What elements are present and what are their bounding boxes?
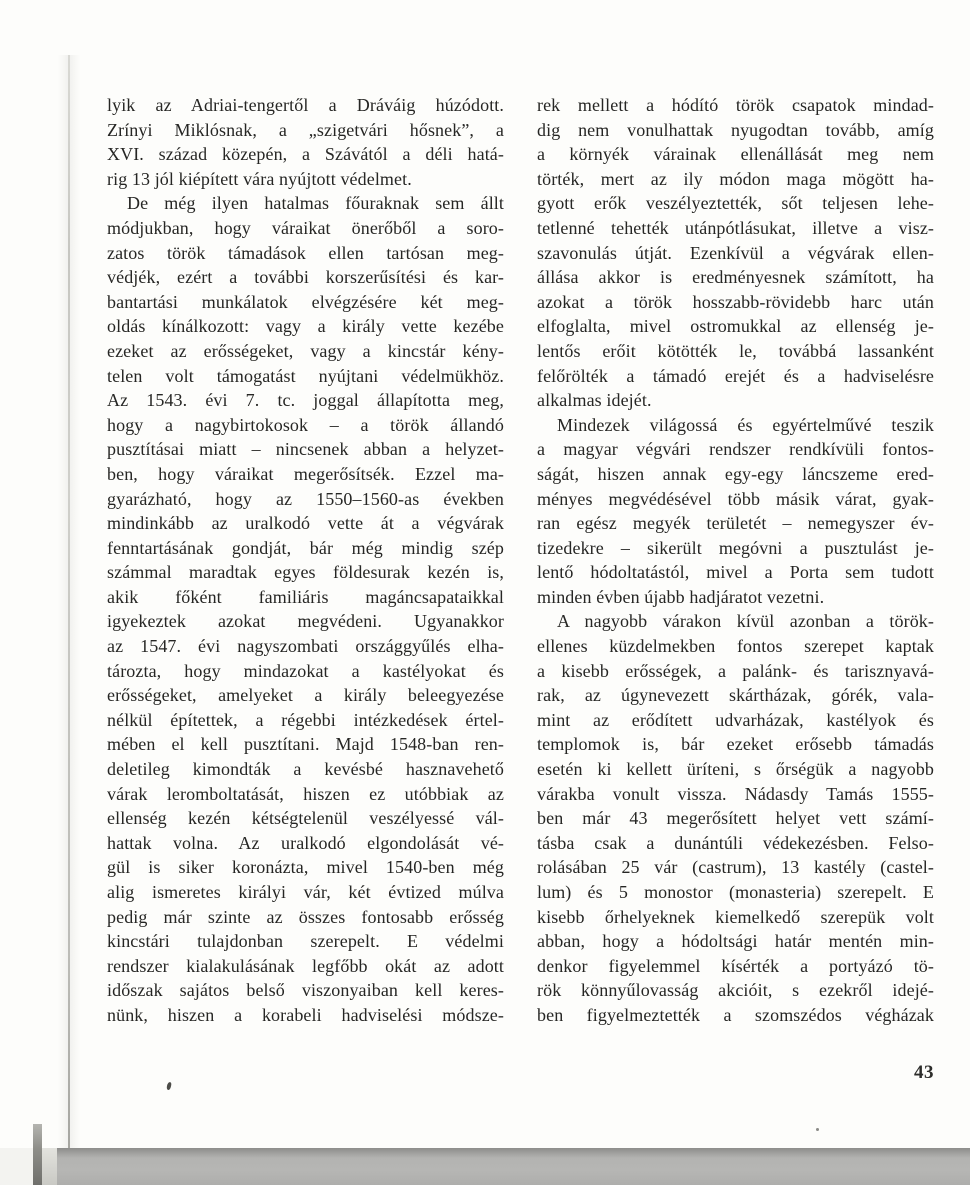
text-line: fenntartásának gondját, bár még mindig szép bbox=[107, 537, 504, 558]
text-line: nélkül építettek, a régebbi intézkedések értel- bbox=[107, 709, 504, 730]
text-line: kincstári tulajdonban szerepelt. E védelmi bbox=[107, 931, 504, 952]
text-line: ben, hogy váraikat megerősítsék. Ezzel ma- bbox=[107, 463, 504, 484]
text-line: lum) és 5 monostor (monasteria) szerepelt. E bbox=[537, 882, 934, 902]
text-line: dig nem vonulhattak nyugodtan tovább, amíg bbox=[537, 119, 934, 140]
text-line: mint az erődített udvarházak, kastélyok és bbox=[537, 709, 934, 730]
text-line: gül is siker koronázta, mivel 1540-ben még bbox=[107, 857, 504, 878]
text-line: állása akkor is eredményesnek számított, ha bbox=[537, 267, 934, 288]
text-line: tizedekre – sikerült megóvni a pusztulást je- bbox=[537, 537, 934, 558]
scan-speck-comma bbox=[166, 1082, 172, 1091]
page-bottom-crease-highlight bbox=[42, 1148, 57, 1185]
text-line: ményes megvédésével több másik várat, gyak- bbox=[537, 488, 934, 509]
text-line: Mindezek világossá és egyértelművé teszik bbox=[557, 414, 934, 435]
text-line: mindinkább az uralkodó vette át a végvárak bbox=[107, 513, 504, 534]
text-line: rendszer kialakulásának legfőbb okát az adott bbox=[107, 955, 504, 976]
text-line: A nagyobb várakon kívül azonban a török- bbox=[557, 611, 934, 632]
text-line: ezeket az erősségeket, vagy a kincstár kény- bbox=[107, 340, 504, 361]
text-line: igyekeztek azokat megvédeni. Ugyanakkor bbox=[107, 611, 504, 632]
text-line: törték, mert az ily módon maga mögött ha- bbox=[537, 168, 934, 189]
text-line: ben már 43 megerősített helyet vett számí- bbox=[537, 808, 934, 829]
gutter-crease-line bbox=[68, 55, 70, 1150]
text-line: az 1547. évi nagyszombati országgyűlés elha- bbox=[107, 636, 504, 657]
text-line: módjukban, hogy váraikat önerőből a soro- bbox=[107, 217, 504, 238]
text-line: lentő hódoltatástól, mivel a Porta sem tudott bbox=[537, 562, 934, 583]
text-line: számmal maradtak egyes földesurak kezén is, bbox=[107, 562, 504, 583]
text-line: alkalmas idejét. bbox=[537, 390, 652, 411]
text-line: rak, az úgynevezett skártházak, górék, vala- bbox=[537, 685, 934, 706]
text-line: azokat a török hosszabb-rövidebb harc után bbox=[537, 291, 934, 312]
text-line: XVI. század közepén, a Szávától a déli hatá- bbox=[107, 144, 504, 165]
text-line: lentős erőit kötötték le, továbbá lassanként bbox=[537, 340, 934, 361]
text-line: abban, hogy a hódoltsági határ mentén min- bbox=[537, 931, 934, 952]
text-line: pusztításai miatt – nincsenek abban a helyzet- bbox=[107, 439, 504, 460]
page-bottom-edge-band bbox=[0, 1148, 970, 1185]
text-line: ellenes küzdelmekben fontos szerepet kaptak bbox=[537, 636, 934, 657]
scan-speck-dot bbox=[816, 1128, 819, 1131]
text-line: rig 13 jól kiépített vára nyújtott védelmet. bbox=[107, 168, 412, 189]
text-line: kisebb őrhelyeknek kiemelkedő szerepük volt bbox=[537, 906, 934, 927]
text-line: erősségeket, amelyeket a király beleegyezése bbox=[107, 685, 504, 706]
text-line: időszak sajátos belső viszonyaiban kell keres- bbox=[107, 980, 504, 1001]
text-column-left bbox=[107, 93, 504, 1033]
text-line: oldás kínálkozott: vagy a király vette kezébe bbox=[107, 316, 504, 337]
text-line: várak leromboltatását, hiszen ez utóbbiak az bbox=[107, 783, 504, 804]
text-line: védjék, ezért a további korszerűsítési és kar- bbox=[107, 267, 504, 288]
text-line: alig ismeretes királyi vár, két évtized múlva bbox=[107, 882, 504, 902]
text-line: pedig már szinte az összes fontosabb erősség bbox=[107, 906, 504, 927]
text-line: bantartási munkálatok elvégzésére két meg- bbox=[107, 291, 504, 312]
text-line: rek mellett a hódító török csapatok mindad- bbox=[537, 95, 934, 115]
text-line: akik főként familiáris magáncsapataikkal bbox=[107, 586, 504, 607]
text-line: mében el kell pusztítani. Majd 1548-ban ren- bbox=[107, 734, 504, 755]
text-line: gyarázható, hogy az 1550–1560-as években bbox=[107, 488, 504, 509]
text-column-right bbox=[537, 93, 934, 1033]
text-line: minden évben újabb hadjáratot vezetni. bbox=[537, 586, 825, 607]
text-line: tetlenné tehették utánpótlásukat, illetve a visz- bbox=[537, 217, 934, 238]
text-line: De még ilyen hatalmas főuraknak sem állt bbox=[127, 193, 504, 214]
text-line: telen volt támogatást nyújtani védelmükhöz. bbox=[107, 365, 504, 386]
text-line: deletileg kimondták a kevésbé hasznavehető bbox=[107, 759, 504, 780]
text-line: gyott erők veszélyeztették, sőt teljesen lehe- bbox=[537, 193, 934, 214]
text-line: templomok is, bár ezeket erősebb támadás bbox=[537, 734, 934, 755]
text-line: Zrínyi Miklósnak, a „szigetvári hősnek”, a bbox=[107, 119, 504, 140]
text-line: Az 1543. évi 7. tc. joggal állapította meg, bbox=[107, 390, 504, 411]
text-line: elfoglalta, mivel ostromukkal az ellenség je- bbox=[537, 316, 934, 337]
page-bottom-crease-streak bbox=[33, 1124, 42, 1185]
text-line: a környék várainak ellenállását meg nem bbox=[537, 144, 934, 165]
text-line: tásba csak a dunántúli védekezésben. Felso- bbox=[537, 832, 934, 853]
text-line: a kisebb erősségek, a palánk- és tarisznyavá- bbox=[537, 660, 934, 681]
text-line: szavonulás útját. Ezenkívül a végvárak ellen- bbox=[537, 242, 934, 263]
text-line: ben figyelmeztették a szomszédos végházak bbox=[537, 1004, 934, 1025]
text-line: tározta, hogy mindazokat a kastélyokat és bbox=[107, 660, 504, 681]
page-number: 43 bbox=[914, 1062, 934, 1083]
text-line: ran egész megyék területét – nemegyszer év- bbox=[537, 513, 934, 534]
text-line: felőrölték a támadó erejét és a hadviselésre bbox=[537, 365, 934, 386]
text-line: a magyar végvári rendszer rendkívüli fontos- bbox=[537, 439, 934, 460]
text-line: esetén ki kellett üríteni, s őrségük a nagyobb bbox=[537, 759, 934, 780]
text-line: rök könnyűlovasság akcióit, s ezekről idejé- bbox=[537, 980, 934, 1001]
text-line: zatos török támadások ellen tartósan meg- bbox=[107, 242, 504, 263]
text-line: nünk, hiszen a korabeli hadviselési módsze- bbox=[107, 1004, 504, 1025]
text-line: várakba vonult vissza. Nádasdy Tamás 1555- bbox=[537, 783, 934, 804]
text-line: ságát, hiszen annak egy-egy láncszeme ered- bbox=[537, 463, 934, 484]
text-line: hattak volna. Az uralkodó elgondolását vé- bbox=[107, 832, 504, 853]
text-line: rolásában 25 vár (castrum), 13 kastély (castel- bbox=[537, 857, 934, 878]
text-line: denkor figyelemmel kísérték a portyázó tö- bbox=[537, 955, 934, 976]
text-line: ellenség kezén kétségtelenül veszélyessé vál- bbox=[107, 808, 504, 829]
text-line: lyik az Adriai-tengertől a Dráváig húzódott. bbox=[107, 95, 504, 115]
text-line: hogy a nagybirtokosok – a török állandó bbox=[107, 414, 504, 435]
